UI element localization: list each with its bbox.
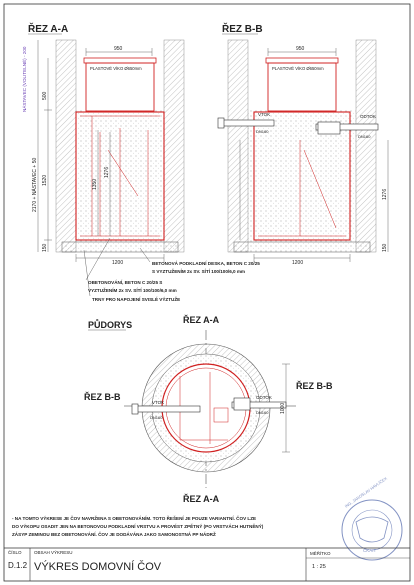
title-content-label: OBSAH VÝKRESU — [34, 550, 73, 555]
aa-dim-1520: 1520 — [42, 174, 48, 186]
bb-soil-right — [356, 40, 376, 252]
aa-bottom-width: 1200 — [112, 260, 124, 266]
note-encasement-2: VYZTUŽENÍM 2x SV. SÍTÍ 100/100/6,0 mm — [88, 288, 177, 293]
plan-inlet-label: VTOK — [152, 400, 165, 405]
engineer-stamp — [342, 476, 402, 560]
plan-cut-aa-bottom: ŘEZ A-A — [183, 494, 220, 504]
bb-outlet-dn: DN160 — [358, 134, 371, 139]
aa-soil-left — [56, 40, 76, 252]
title-scale-value: 1 : 25 — [312, 564, 326, 570]
plan-inlet-pipe — [136, 406, 200, 412]
bb-base-slab — [234, 242, 370, 252]
aa-base-slab — [62, 242, 178, 252]
plan-title: PŮDORYS — [88, 320, 133, 330]
title-content-value: VÝKRES DOMOVNÍ ČOV — [34, 561, 162, 573]
bb-lid-label: PLASTOVÉ VÍKO Ø650mm — [272, 66, 324, 71]
plan-inlet-dn: DN160 — [150, 415, 163, 420]
aa-lid-label: PLASTOVÉ VÍKO Ø650mm — [90, 66, 142, 71]
title-number-value: D.1.2 — [8, 561, 28, 570]
note-base-slab-1: BETONOVÁ PODKLADNÍ DESKA, BETON C 20/25 — [152, 261, 260, 266]
bb-soil-left — [228, 40, 248, 252]
bb-outlet-label: ODTOK — [360, 114, 376, 119]
bb-top-width: 950 — [296, 46, 305, 52]
plan-outlet-dn: DN160 — [256, 410, 269, 415]
plan-dim-1000: 1000 — [280, 402, 286, 414]
aa-dim-1350: 1350 — [92, 178, 98, 190]
bb-inlet-dn: DN160 — [256, 129, 269, 134]
plan-cut-bb-right: ŘEZ B-B — [296, 381, 333, 391]
aa-lid — [84, 58, 156, 63]
note-rebar: TRNY PRO NAPOJENÍ SVISLÉ VÝZTUŽE — [92, 297, 181, 302]
bb-dim-1276: 1276 — [382, 188, 388, 200]
remark-block — [12, 514, 264, 537]
aa-dim-150: 150 — [42, 243, 48, 252]
remark-line-1: - NA TOMTO VÝKRESE JE ČOV NAVRŽENA S OBETONOVÁNÍM. TOTO ŘEŠENÍ JE POUZE VARIANTNÍ. ČOV LZE — [12, 516, 257, 521]
section-aa-title: ŘEZ A-A — [28, 24, 69, 35]
aa-total-note: 2170 + NÁSTAVEC + 50 — [32, 157, 38, 212]
plan-view — [84, 314, 333, 504]
note-encasement-1: OBETONOVÁNÍ, BETON C 20/25 S — [88, 280, 163, 285]
bb-inlet-pipe — [222, 120, 274, 126]
section-bb-title: ŘEZ B-B — [222, 24, 263, 35]
section-bb — [218, 22, 388, 266]
remark-line-2: DO VÝKOPU OSADIT JEN NA BETONOVOU PODKLADNÍ VRSTVU A PROVÉST ZPĚTNÝ (PO VRSTVÁCH HUTNĚNÝ) — [12, 524, 264, 529]
bb-dim-150: 150 — [382, 243, 388, 252]
plan-outlet-label: ODTOK — [256, 395, 272, 400]
stamp-center-text: ČKAIT — [363, 548, 377, 553]
title-number-label: ČÍSLO — [8, 550, 22, 555]
stamp-ring-text: ING. JAROSLAV HAVLÍČEK — [343, 475, 388, 509]
remark-line-3: ZÁSYP ZEMINOU BEZ OBETONOVÁNÍ. ČOV JE DODÁVÁNA JAKO SAMONOSTNÁ PP NÁDRŽ — [12, 532, 216, 537]
aa-extension-note: NÁSTAVEC (VOLITELNÉ) - 200 — [22, 46, 27, 112]
aa-dim-500: 500 — [42, 91, 48, 100]
aa-soil-right — [164, 40, 184, 252]
plan-cut-aa-top: ŘEZ A-A — [183, 315, 220, 325]
bb-bottom-width: 1200 — [292, 260, 304, 266]
title-block — [4, 548, 410, 581]
bb-inlet-label: VTOK — [258, 112, 271, 117]
plan-cut-bb-left: ŘEZ B-B — [84, 392, 121, 402]
bb-lid — [266, 58, 338, 63]
section-aa — [21, 22, 184, 266]
aa-dim-1276: 1276 — [104, 166, 110, 178]
title-scale-label: MĚŘÍTKO — [310, 551, 331, 556]
aa-top-width: 950 — [114, 46, 123, 52]
note-base-slab-2: S VYZTUŽENÍM 2x SV. SÍTÍ 100/100/6,0 mm — [152, 269, 246, 274]
